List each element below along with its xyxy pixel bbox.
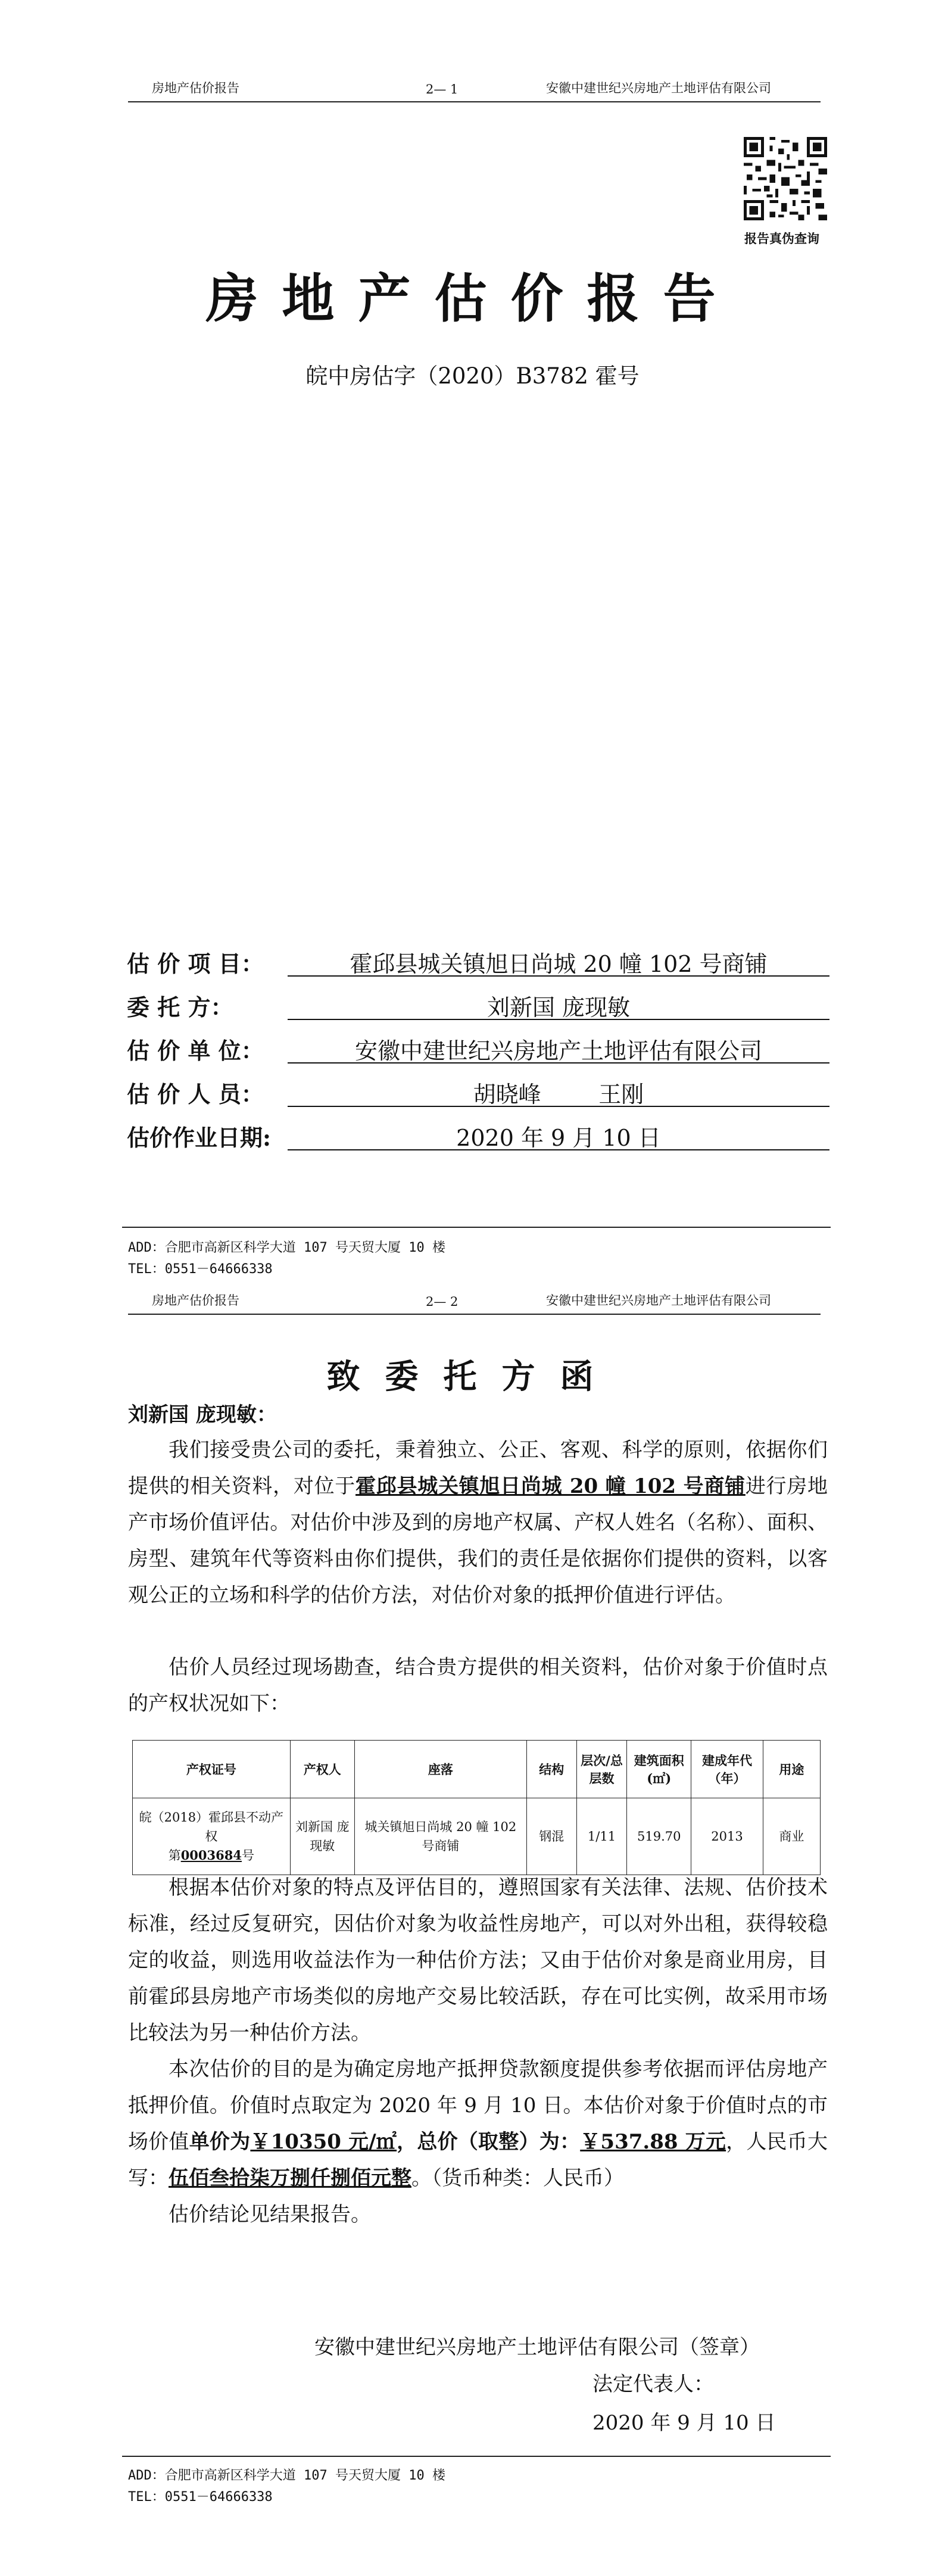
currency-note: 。（货币种类：人民币） [411,2166,624,2190]
rmb-label: ，人民币大写： [128,2130,828,2190]
property-address: 霍邱县城关镇旭日尚城 20 幢 102 号商铺 [355,1474,746,1498]
total-label: ，总价（取整）为： [397,2130,581,2154]
field-label: 估 价 人 员： [127,1081,264,1108]
field-label: 委 托 方： [127,994,233,1021]
footer-address: ADD：合肥市高新区科学大道 107 号天贸大厦 10 楼 [128,1240,445,1255]
unit-price-label: 单价为 [189,2130,251,2154]
table-header: 用途 [763,1741,820,1798]
table-cell-location: 城关镇旭日尚城 20 幢 102 号商铺 [354,1798,526,1875]
field-label: 估 价 项 目： [127,950,264,977]
header-page-number: 2— 2 [426,1295,459,1309]
signature-representative: 法定代表人： [592,2372,714,2396]
header-right: 安徽中建世纪兴房地产土地评估有限公司 [546,81,771,95]
cert-number: 0003684 [180,1848,242,1863]
letter-paragraph-2: 估价人员经过现场勘查，结合贵方提供的相关资料，估价对象于价值时点的产权状况如下： [128,1655,828,1716]
footer-address: ADD：合肥市高新区科学大道 107 号天贸大厦 10 楼 [128,2468,445,2483]
field-value: 霍邱县城关镇旭日尚城 20 幢 102 号商铺 [350,951,768,977]
letter-paragraph-4 [128,2051,828,2197]
qr-caption: 报告真伪查询 [744,231,819,246]
letter-paragraph-5: 估价结论见结果报告。 [169,2203,371,2226]
field-value: 2020 年 9 月 10 日 [456,1125,661,1151]
table-cell-structure: 钢混 [526,1798,576,1875]
letter-paragraph-1 [128,1432,828,1614]
footer-tel: TEL：0551－64666338 [128,1262,273,1277]
table-cell-area: 519.70 [627,1798,691,1875]
cert-text: 号 [241,1848,254,1863]
paragraph-text: 进行房地产市场价值评估。对估价中涉及到的房地产权属、产权人姓名（名称）、面积、房型、建筑年代等资料由你们提供，我们的责任是依据你们提供的资料，以客观公正的立场和科学的估价方法，对估价对象的抵押价值进行评估。 [128,1474,828,1607]
field-label: 估价作业日期: [127,1124,272,1151]
signature-date: 2020 年 9 月 10 日 [592,2411,776,2435]
underline [288,1149,829,1150]
table-header: 结构 [526,1741,576,1798]
paragraph-text: 我们接受贵公司的委托，秉着独立、公正、客观、科学的原则，依据你们提供的相关资料，对位于 [128,1438,828,1498]
header-right: 安徽中建世纪兴房地产土地评估有限公司 [546,1293,771,1308]
letter-paragraph-3: 根据本估价对象的特点及评估目的，遵照国家有关法律、法规、估价技术标准，经过反复研究，因估价对象为收益性房地产，可以对外出租，获得较稳定的收益，则选用收益法作为一种估价方法；又由于估价对象是商业用房，目前霍邱县房地产市场类似的房地产交易比较活跃，存在可比实例，故采用市场比较法为另一种估价方法。 [128,1876,828,2045]
table-cell-cert [133,1798,291,1875]
underline [288,1106,829,1107]
underline [288,1062,829,1064]
underline [288,975,829,977]
signature-company: 安徽中建世纪兴房地产土地评估有限公司（签章） [314,2335,760,2359]
table-header: 产权人 [290,1741,354,1798]
table-header: 座落 [354,1741,526,1798]
document-number: 皖中房估字（2020）B3782 霍号 [305,363,640,389]
cert-text: 皖（2018）霍邱县不动产权 [139,1810,284,1844]
footer-tel: TEL：0551－64666338 [128,2490,273,2505]
field-value: 刘新国 庞现敏 [486,994,631,1021]
letter-salutation: 刘新国 庞现敏： [128,1403,277,1427]
footer-divider [122,2456,831,2457]
field-label: 估 价 单 位： [127,1037,264,1064]
table-row [133,1798,821,1875]
rmb-amount: 伍佰叁拾柒万捌仟捌佰元整 [169,2166,411,2190]
report-title: 房地产估价报告 [205,267,740,329]
qr-code-icon[interactable] [744,137,827,220]
field-value: 胡晓峰 王刚 [473,1081,644,1108]
page-footer [128,1237,445,1280]
table-cell-year: 2013 [691,1798,763,1875]
table-header: 产权证号 [133,1741,291,1798]
underline [288,1019,829,1020]
table-header: 建筑面积(㎡) [627,1741,691,1798]
page-header [128,1285,821,1315]
table-header: 层次/总层数 [576,1741,626,1798]
table-header-row [133,1741,821,1798]
header-page-number: 2— 1 [426,82,459,96]
letter-title: 致委托方函 [326,1357,619,1396]
table-cell-usage: 商业 [763,1798,820,1875]
page-header [128,73,821,102]
table-cell-owner: 刘新国 庞现敏 [290,1798,354,1875]
paragraph-text: 本次估价的目的是为确定房地产抵押贷款额度提供参考依据而评估房地产抵押价值。价值时点取定为 2020 年 9 月 10 日。本估价对象于价值时点的市场价值 [128,2057,828,2154]
footer-divider [122,1227,831,1228]
cert-text: 第 [168,1848,181,1863]
property-table [132,1740,821,1875]
page-footer [128,2465,445,2508]
header-left: 房地产估价报告 [152,81,239,95]
total-price: ￥537.88 万元 [580,2130,726,2154]
header-left: 房地产估价报告 [152,1293,239,1308]
table-cell-floor: 1/11 [576,1798,626,1875]
unit-price: ￥10350 元/㎡ [250,2130,397,2154]
field-value: 安徽中建世纪兴房地产土地评估有限公司 [354,1038,762,1064]
table-header: 建成年代（年） [691,1741,763,1798]
